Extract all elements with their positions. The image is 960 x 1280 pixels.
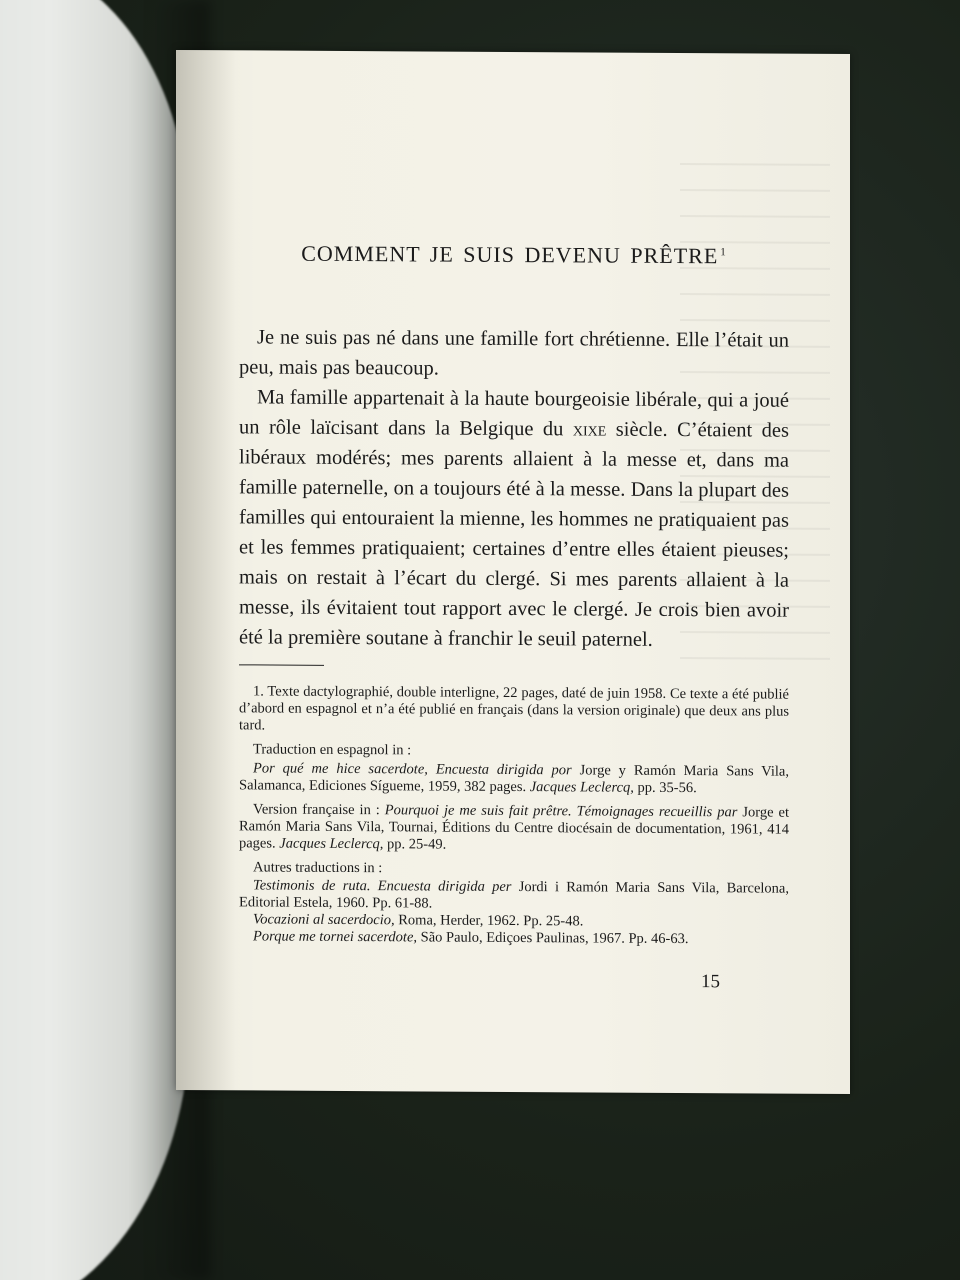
footnote-1: 1. Texte dactylographié, double interligne, 22 pages, daté de juin 1958. Ce texte a été publié d’abord en espagnol et n’a été publié en français (dans la version originale) que deux ans plus tard. (239, 683, 789, 734)
century-numeral: xixe (572, 418, 607, 441)
french-book-title: Pourquoi je me suis fait prêtre. Témoignages recueillis par (384, 802, 738, 821)
other-3-title: Porque me tornei sacerdote, (253, 928, 418, 946)
paragraph-2-start: Ma famille appartenait à la haute bourgeoisie libérale, qui a joué un rôle laïcisant dans la Belgique du (239, 386, 789, 441)
paragraph-2-end: siècle. C’étaient des libéraux modérés; mes parents allaient à la messe et, dans ma famille paternelle, on a toujours été à la messe. Dans la plupart des familles qui entouraient la mienne, les hommes ne pratiquaient pas et les femmes pratiquaient; certaines d’entre elles étaient pieuses; mais on restait à l’écart du clergé. Si mes parents allaient à la messe, ils évitaient tout rapport avec le clergé. Je crois bien avoir été la première soutane à franchir le seuil paternel. (239, 418, 789, 651)
other-2-title: Vocazioni al sacerdocio, (253, 911, 395, 929)
right-book-page (176, 50, 850, 1094)
footnote-spanish-heading: Traduction en espagnol in : (253, 741, 412, 759)
other-1-rest: Jordi i Ramón Maria Sans Vila, Barcelona, Editorial Estela, 1960. Pp. 61-88. (239, 878, 789, 912)
other-1-title: Testimonis de ruta. Encuesta dirigida per (253, 877, 512, 895)
french-publication: Jorge et Ramón Maria Sans Vila, Tournai, Éditions du Centre diocésain de documentation, 1961, 414 pages. (239, 804, 789, 852)
page-number: 15 (701, 971, 720, 993)
french-heading: Version française in : (253, 801, 385, 819)
page-content (239, 240, 789, 948)
chapter-title (239, 240, 789, 269)
footnote-spanish-ref (239, 760, 789, 797)
other-2-rest: Roma, Herder, 1962. Pp. 25-48. (394, 912, 584, 930)
french-pages: pp. 25-49. (383, 836, 447, 853)
chapter-title-text: COMMENT JE SUIS DEVENU PRÊTRE (301, 240, 719, 269)
spanish-pages: pp. 35-56. (633, 779, 697, 797)
footnote-other-3 (239, 928, 789, 948)
footnotes (239, 683, 789, 948)
title-footnote-marker: 1 (720, 245, 727, 258)
spanish-publication: Jorge y Ramón Maria Sans Vila, Salamanca, Ediciones Sígueme, 1959, 382 pages. (239, 762, 789, 796)
paragraph-1: Je ne suis pas né dans une famille fort chrétienne. Elle l’était un peu, mais pas beaucoup. (239, 326, 789, 380)
paragraph-2 (239, 382, 789, 655)
other-3-rest: São Paulo, Ediçoes Paulinas, 1967. Pp. 46-63. (417, 929, 689, 948)
gutter-shade (176, 50, 236, 1090)
footnote-french-ref (239, 801, 789, 855)
footnote-divider (239, 664, 324, 666)
french-author: Jacques Leclercq, (279, 835, 384, 853)
footnote-other-heading: Autres traductions in : (253, 859, 383, 877)
spanish-author: Jacques Leclercq, (529, 779, 634, 796)
footnote-other-1 (239, 877, 789, 914)
spanish-book-title: Por qué me hice sacerdote, Encuesta dirigida por (253, 760, 572, 779)
